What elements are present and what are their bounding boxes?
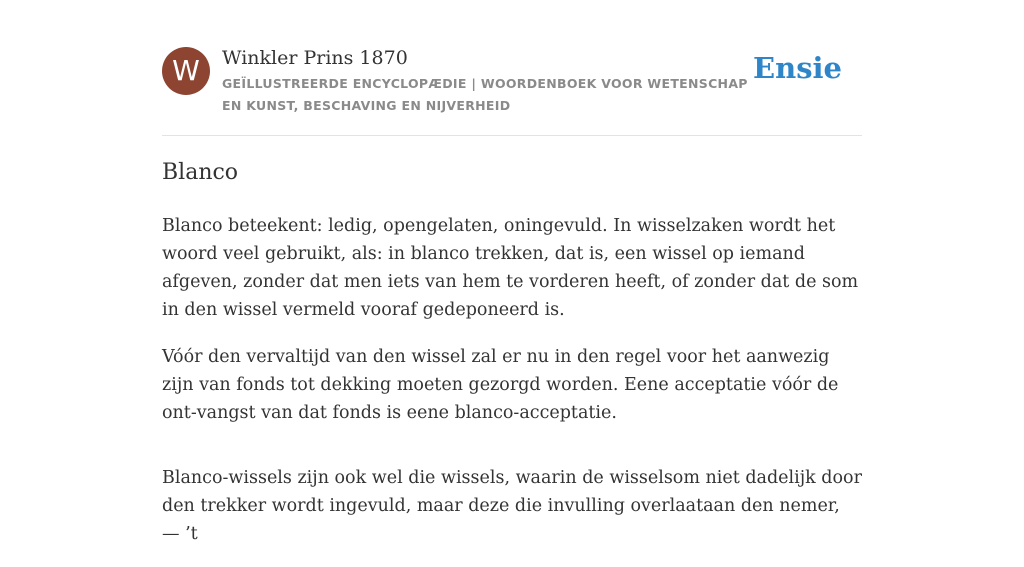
article-title: Blanco: [162, 160, 239, 185]
source-title[interactable]: Winkler Prins 1870: [222, 47, 408, 69]
article-paragraph: Vóór den vervaltijd van den wissel zal er nu in den regel voor het aanwezig zijn van fonds tot dekking moeten gezorgd worden. Eene acceptatie vóór de ont-vangst van dat fonds is eene blanco-acceptatie.: [162, 347, 839, 423]
article-paragraph: Blanco-wissels zijn ook wel die wissels, waarin de wisselsom niet dadelijk door den trekker wordt ingevuld, maar deze die invulling overlaataan den nemer, — ’t: [162, 468, 862, 544]
source-header: [162, 46, 862, 136]
ensie-logo[interactable]: Ensie: [753, 51, 842, 85]
source-subtitle: GEÏLLUSTREERDE ENCYCLOPÆDIE | WOORDENBOEK VOOR WETENSCHAP EN KUNST, BESCHAVING EN NIJVERHEID: [222, 76, 748, 113]
article-paragraph: Blanco beteekent: ledig, opengelaten, oningevuld. In wisselzaken wordt het woord veel gebruikt, als: in blanco trekken, dat is, een wissel op iemand afgeven, zonder dat men iets van hem te vorderen heeft, of zonder dat de som in den wissel vermeld vooraf gedeponeerd is.: [162, 216, 859, 320]
article-body: [162, 212, 862, 567]
source-avatar[interactable]: W: [162, 47, 210, 95]
